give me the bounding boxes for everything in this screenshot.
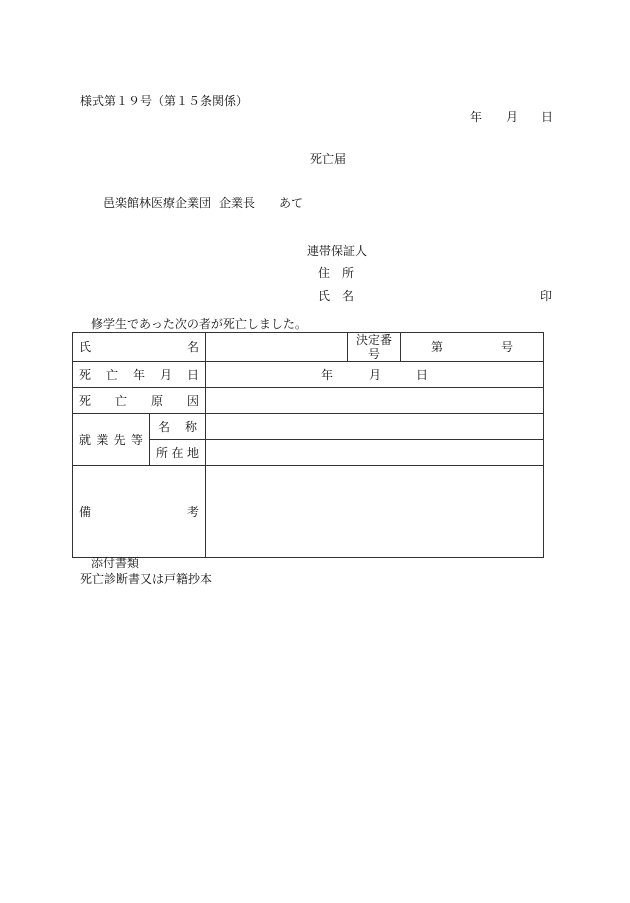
guarantor-address-label-2: 所 — [342, 266, 355, 280]
decision-number-field[interactable] — [401, 333, 544, 362]
death-date-label-cell — [73, 362, 206, 388]
death-date-label-char-2: 亡 — [105, 367, 118, 382]
seal-mark: 印 — [540, 289, 553, 303]
cause-label-char-1: 死 — [79, 393, 92, 408]
remarks-label-char-2: 考 — [186, 504, 199, 519]
row-remarks — [73, 466, 544, 558]
attachments-heading: 添付書類 — [91, 556, 140, 570]
decision-number-prefix: 第 — [431, 340, 444, 354]
remarks-field[interactable] — [206, 466, 544, 558]
guarantor-heading: 連帯保証人 — [307, 244, 368, 258]
employment-address-field[interactable] — [206, 440, 544, 466]
name-field[interactable] — [206, 333, 348, 362]
employment-name-label-cell — [150, 414, 206, 440]
name-label-1: 氏 — [79, 340, 92, 354]
name-label-2: 名 — [186, 340, 199, 354]
employment-address-label-char-3: 地 — [186, 445, 199, 460]
death-date-label-char-1: 死 — [79, 367, 92, 382]
cause-label-cell — [73, 388, 206, 414]
death-date-field[interactable] — [206, 362, 544, 388]
employment-address-label-cell — [150, 440, 206, 466]
decision-number-suffix: 号 — [500, 340, 513, 354]
employment-name-label-char-2: 称 — [184, 419, 197, 434]
row-death-date — [73, 362, 544, 388]
attachments-item: 死亡診断書又は戸籍抄本 — [80, 572, 213, 586]
cause-label-char-4: 因 — [186, 393, 199, 408]
addressee-role: 企業長 — [219, 196, 256, 210]
decision-number-label: 決定番号 — [348, 333, 401, 362]
death-date-year: 年 — [321, 367, 334, 382]
cause-field[interactable] — [206, 388, 544, 414]
employment-name-label-char-1: 名 — [158, 419, 171, 434]
remarks-label-char-1: 備 — [79, 504, 92, 519]
addressee-suffix: あて — [279, 196, 304, 210]
employment-label-char-3: 先 — [113, 432, 126, 447]
guarantor-name-label-2: 名 — [342, 289, 355, 303]
guarantor-address-label-1: 住 — [318, 266, 331, 280]
name-label-cell — [73, 333, 206, 362]
date-month-label: 月 — [506, 110, 519, 124]
employment-label-char-4: 等 — [130, 432, 143, 447]
guarantor-name-label-1: 氏 — [318, 289, 331, 303]
employment-address-label-char-1: 所 — [156, 445, 169, 460]
employment-label-cell — [73, 414, 150, 466]
employment-name-field[interactable] — [206, 414, 544, 440]
remarks-label-cell — [73, 466, 206, 558]
date-day-label: 日 — [541, 110, 554, 124]
row-cause — [73, 388, 544, 414]
row-employment-name — [73, 414, 544, 440]
cause-label-char-2: 亡 — [114, 393, 127, 408]
death-date-label-char-5: 日 — [186, 367, 199, 382]
death-date-day: 日 — [416, 367, 429, 382]
death-date-label-char-3: 年 — [132, 367, 145, 382]
death-report-table — [72, 332, 544, 558]
date-year-label: 年 — [470, 110, 483, 124]
document-title: 死亡届 — [310, 152, 347, 166]
employment-address-label-char-2: 在 — [171, 445, 184, 460]
employment-label-char-2: 業 — [96, 432, 109, 447]
employment-label-char-1: 就 — [79, 432, 92, 447]
statement-text: 修学生であった次の者が死亡しました。 — [91, 317, 307, 331]
death-date-month: 月 — [369, 367, 382, 382]
addressee-org: 邑楽館林医療企業団 — [103, 196, 212, 210]
row-name — [73, 333, 544, 362]
death-date-label-char-4: 月 — [159, 367, 172, 382]
form-number: 様式第１９号（第１５条関係） — [80, 94, 249, 108]
cause-label-char-3: 原 — [150, 393, 163, 408]
